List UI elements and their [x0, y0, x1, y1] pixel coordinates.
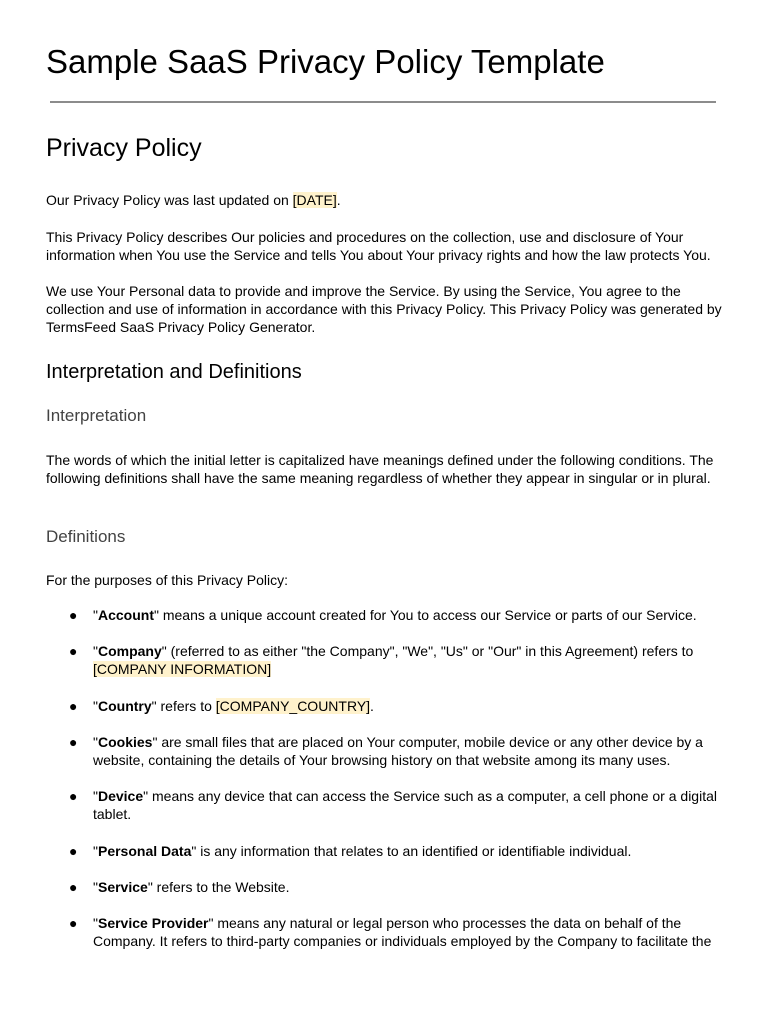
definition-term: Account [97, 607, 154, 623]
definition-item-service: ● "Service" refers to the Website. [69, 878, 290, 895]
definition-term: Company [97, 643, 162, 660]
bullet: ● [69, 842, 78, 859]
bullet: ● [69, 788, 78, 805]
definition-text-after: . [370, 697, 374, 714]
heading-privacy-policy: Privacy Policy [46, 134, 202, 162]
intro-paragraph-1: This Privacy Policy describes Our policies and procedures on the collection, use and disclosure of Your information when You use the Service and tells You about Your privacy rights and how the law protects You. [46, 229, 711, 264]
definition-text: " means any device that can access the Service such as a computer, a cell phone or a digital tablet. [93, 788, 717, 823]
company-information-placeholder: [COMPANY INFORMATION] [93, 661, 272, 678]
definition-term: Country [97, 697, 152, 714]
definition-item-country: ● "Country" refers to [COMPANY_COUNTRY]. [69, 697, 374, 714]
definition-item-cookies: ● "Cookies" are small files that are placed on Your computer, mobile device or any other device by a website, containing the details of Your browsing history on that website among its many uses. [69, 733, 703, 769]
definition-item-personal-data: ● "Personal Data" is any information that relates to an identified or identifiable individual. [69, 842, 632, 859]
definition-text: " is any information that relates to an identified or identifiable individual. [191, 842, 632, 859]
last-updated-paragraph [46, 191, 722, 209]
definition-text: " means a unique account created for You to access our Service or parts of our Service. [153, 607, 697, 623]
definitions-intro: For the purposes of this Privacy Policy: [46, 572, 288, 588]
definition-item-device: ● "Device" means any device that can access the Service such as a computer, a cell phone or a digital tablet. [69, 788, 717, 823]
definition-term: Service [97, 878, 148, 895]
bullet: ● [69, 697, 78, 714]
bullet: ● [69, 915, 78, 932]
intro-paragraph-2: We use Your Personal data to provide and improve the Service. By using the Service, You agree to the collection and use of information in accordance with this Privacy Policy. This Privacy Policy was generated by TermsFeed SaaS Privacy Policy Generator. [46, 283, 722, 336]
title-divider [50, 101, 716, 103]
bullet: ● [69, 643, 78, 660]
last-updated-prefix: Our Privacy Policy was last updated on [46, 192, 293, 208]
last-updated-suffix: . [336, 192, 341, 208]
definition-text: " refers to the Website. [147, 878, 290, 895]
definitions-list [46, 606, 722, 950]
definition-text: " are small files that are placed on Your computer, mobile device or any other device by a website, containing the details of Your browsing history on that website among its many uses. [93, 733, 703, 769]
definition-item-service-provider: ● "Service Provider" means any natural or legal person who processes the data on behalf of the Company. It refers to third-party companies or individuals employed by the Company to facilitate the [69, 915, 712, 950]
definition-term: Cookies [97, 733, 153, 750]
definition-text: " (referred to as either "the Company", "We", "Us" or "Our" in this Agreement) refers to [161, 643, 694, 660]
heading-interpretation: Interpretation [46, 406, 147, 425]
interpretation-paragraph: The words of which the initial letter is capitalized have meanings defined under the following conditions. The following definitions shall have the same meaning regardless of whether they appear in singular or in plural. [46, 452, 714, 487]
definition-term: Personal Data [97, 842, 192, 859]
definition-term: Device [97, 788, 144, 805]
heading-definitions: Definitions [46, 527, 126, 546]
heading-interpretation-definitions: Interpretation and Definitions [46, 361, 302, 383]
definition-term: Service Provider [97, 915, 209, 932]
bullet: ● [69, 878, 78, 895]
definition-text: " refers to [151, 697, 216, 714]
definition-item-account: ● "Account" means a unique account created for You to access our Service or parts of our Service. [69, 607, 697, 623]
bullet: ● [69, 733, 78, 750]
bullet: ● [69, 607, 78, 623]
company-country-placeholder: [COMPANY_COUNTRY] [215, 697, 371, 714]
document-title: Sample SaaS Privacy Policy Template [46, 43, 605, 80]
definition-text: " means any natural or legal person who processes the data on behalf of the Company. It refers to third-party companies or individuals employed by the Company to facilitate the [93, 915, 712, 950]
date-placeholder: [DATE] [292, 192, 337, 208]
definition-item-company: ● "Company" (referred to as either "the Company", "We", "Us" or "Our" in this Agreement) refers to [COMPANY INFORMATION] [69, 643, 694, 678]
